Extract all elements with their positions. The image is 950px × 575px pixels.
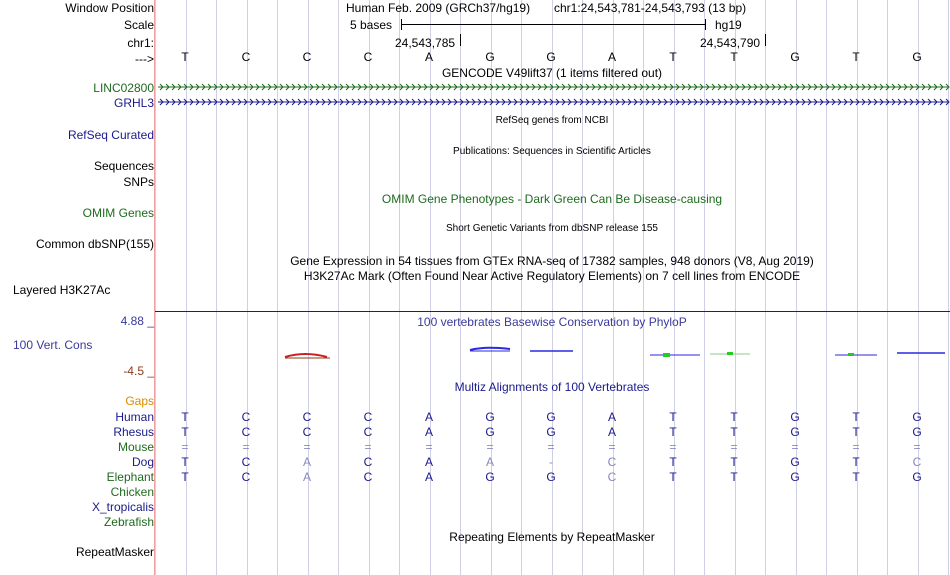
- alignment-base: =: [242, 440, 250, 454]
- alignment-base: =: [730, 440, 738, 454]
- strand-arrow-label: --->: [135, 52, 154, 66]
- alignment-base: G: [485, 470, 495, 484]
- h3k27ac-track-title[interactable]: H3K27Ac Mark (Often Found Near Active Regulatory Elements) on 7 cell lines from ENCODE: [303, 269, 801, 283]
- base-letter: C: [302, 50, 312, 64]
- scale-label: Scale: [123, 18, 154, 32]
- phylop-mark-red: [285, 354, 327, 357]
- alignment-base: G: [912, 470, 922, 484]
- gene-linc02800-strand[interactable]: [158, 82, 948, 92]
- phylop-min-value: -4.5 _: [123, 364, 154, 378]
- alignment-base: T: [852, 455, 860, 469]
- refseq-track-label[interactable]: RefSeq Curated: [67, 128, 154, 142]
- alignment-base: =: [486, 440, 494, 454]
- alignment-base: T: [730, 410, 738, 424]
- base-letter: G: [912, 50, 922, 64]
- alignment-base: T: [730, 455, 738, 469]
- alignment-base: C: [363, 470, 373, 484]
- position-text: chr1:24,543,781-24,543,793 (13 bp): [554, 1, 747, 15]
- gene-label-grhl3[interactable]: GRHL3: [113, 96, 154, 110]
- species-label-human[interactable]: Human: [115, 410, 154, 424]
- base-letter: T: [730, 50, 738, 64]
- base-letter: G: [790, 50, 800, 64]
- alignment-base: C: [363, 455, 373, 469]
- alignment-base: T: [669, 410, 677, 424]
- grid-line: [155, 0, 156, 575]
- alignment-base: C: [241, 470, 251, 484]
- alignment-base: =: [852, 440, 860, 454]
- phylop-track-title[interactable]: 100 vertebrates Basewise Conservation by PhyloP: [417, 315, 687, 329]
- h3k27ac-baseline: [155, 311, 950, 312]
- alignment-base: =: [364, 440, 372, 454]
- alignment-base: G: [912, 425, 922, 439]
- alignment-base: A: [607, 425, 616, 439]
- alignment-base: =: [547, 440, 555, 454]
- refseq-track-title[interactable]: RefSeq genes from NCBI: [495, 115, 609, 126]
- alignment-base: =: [913, 440, 921, 454]
- base-letter: G: [485, 50, 495, 64]
- conservation-track-label[interactable]: 100 Vert. Cons: [13, 338, 93, 352]
- base-letter: C: [363, 50, 373, 64]
- publications-track-title[interactable]: Publications: Sequences in Scientific Articles: [453, 146, 651, 157]
- multiz-track-title[interactable]: Multiz Alignments of 100 Vertebrates: [454, 380, 650, 394]
- base-letter: T: [181, 50, 189, 64]
- gene-label-linc02800[interactable]: LINC02800: [93, 81, 154, 95]
- base-letter: T: [669, 50, 677, 64]
- phylop-mark-green-2: [727, 352, 733, 355]
- alignment-base: T: [852, 425, 860, 439]
- alignment-base: A: [302, 470, 311, 484]
- alignment-base: A: [302, 455, 311, 469]
- alignment-base: =: [669, 440, 677, 454]
- base-letter: A: [607, 50, 616, 64]
- alignment-base: G: [485, 410, 495, 424]
- window-position-label: Window Position: [65, 1, 154, 15]
- alignment-base: A: [607, 410, 616, 424]
- dbsnp-track-label[interactable]: Common dbSNP(155): [35, 237, 154, 251]
- alignment-base: C: [912, 455, 922, 469]
- alignment-base: A: [485, 455, 494, 469]
- alignment-base: C: [241, 425, 251, 439]
- repeatmasker-track-label[interactable]: RepeatMasker: [75, 545, 154, 559]
- sequences-track-label[interactable]: Sequences: [93, 159, 154, 173]
- dbsnp-track-title[interactable]: Short Genetic Variants from dbSNP release 155: [446, 223, 658, 234]
- alignment-base: C: [363, 410, 373, 424]
- alignment-base: T: [669, 425, 677, 439]
- assembly-text: Human Feb. 2009 (GRCh37/hg19): [346, 1, 531, 15]
- alignment-base: C: [607, 455, 617, 469]
- phylop-max-value: 4.88 _: [120, 314, 154, 328]
- alignment-base: C: [241, 410, 251, 424]
- alignment-base: T: [730, 470, 738, 484]
- alignment-base: =: [425, 440, 433, 454]
- alignment-base: T: [852, 470, 860, 484]
- species-label-rhesus[interactable]: Rhesus: [113, 425, 154, 439]
- alignment-base: C: [363, 425, 373, 439]
- phylop-mark-blue-1: [470, 348, 510, 350]
- alignment-base: A: [424, 455, 433, 469]
- alignment-base: G: [485, 425, 495, 439]
- scale-bar: [401, 24, 706, 25]
- alignment-base: -: [549, 455, 553, 469]
- scale-bar-right-tick: [705, 19, 706, 30]
- alignment-base: =: [303, 440, 311, 454]
- alignment-base: T: [669, 455, 677, 469]
- species-label-dog[interactable]: Dog: [131, 455, 154, 469]
- alignment-base: T: [181, 425, 189, 439]
- phylop-mark-green-3: [848, 353, 854, 356]
- alignment-base: A: [424, 425, 433, 439]
- chrom-label: chr1:: [127, 36, 154, 50]
- species-label-mouse[interactable]: Mouse: [117, 440, 154, 454]
- alignment-base: =: [791, 440, 799, 454]
- phylop-signal: [155, 340, 950, 370]
- alignment-base: C: [241, 455, 251, 469]
- base-letter: T: [852, 50, 860, 64]
- alignment-base: T: [669, 470, 677, 484]
- gaps-track-label[interactable]: Gaps: [125, 394, 154, 408]
- alignment-base: T: [730, 425, 738, 439]
- db-text: hg19: [715, 18, 742, 32]
- alignment-base: T: [852, 410, 860, 424]
- alignment-base: C: [607, 470, 617, 484]
- base-letter: C: [241, 50, 251, 64]
- scale-bar-left-tick: [401, 19, 402, 30]
- gtex-track-title[interactable]: Gene Expression in 54 tissues from GTEx RNA-seq of 17382 samples, 948 donors (V8, Aug 2019): [290, 254, 814, 268]
- alignment-base: G: [546, 425, 556, 439]
- alignment-base: C: [302, 425, 312, 439]
- snps-track-label[interactable]: SNPs: [123, 175, 154, 189]
- species-label-x_tropicalis[interactable]: X_tropicalis: [91, 500, 154, 514]
- omim-track-label[interactable]: OMIM Genes: [82, 206, 154, 220]
- repeatmasker-track-title[interactable]: Repeating Elements by RepeatMasker: [449, 530, 655, 544]
- alignment-base: G: [546, 470, 556, 484]
- alignment-base: A: [424, 410, 433, 424]
- alignment-base: T: [181, 470, 189, 484]
- coord-right: 24,543,790: [700, 36, 761, 50]
- label-separator: [154, 0, 155, 575]
- alignment-base: G: [790, 455, 800, 469]
- h3k27ac-track-label[interactable]: Layered H3K27Ac: [13, 283, 111, 297]
- coord-left-tick: [460, 34, 461, 46]
- alignment-base: G: [790, 425, 800, 439]
- alignment-base: G: [790, 470, 800, 484]
- base-letter: A: [424, 50, 433, 64]
- species-label-chicken[interactable]: Chicken: [110, 485, 154, 499]
- coord-right-tick: [765, 34, 766, 46]
- alignment-base: =: [608, 440, 616, 454]
- gene-grhl3-strand[interactable]: [158, 97, 948, 107]
- omim-track-title[interactable]: OMIM Gene Phenotypes - Dark Green Can Be Disease-causing: [381, 192, 723, 206]
- base-letter: G: [546, 50, 556, 64]
- scale-text: 5 bases: [350, 18, 393, 32]
- coord-left: 24,543,785: [395, 36, 456, 50]
- alignment-base: C: [302, 410, 312, 424]
- alignment-base: G: [912, 410, 922, 424]
- alignment-base: A: [424, 470, 433, 484]
- alignment-base: G: [546, 410, 556, 424]
- gencode-track-title[interactable]: GENCODE V49lift37 (1 items filtered out): [441, 66, 663, 80]
- alignment-base: =: [181, 440, 189, 454]
- alignment-base: T: [181, 455, 189, 469]
- alignment-base: T: [181, 410, 189, 424]
- phylop-mark-green-1: [663, 353, 670, 357]
- alignment-base: G: [790, 410, 800, 424]
- species-label-elephant[interactable]: Elephant: [106, 470, 154, 484]
- species-label-zebrafish[interactable]: Zebrafish: [103, 515, 154, 529]
